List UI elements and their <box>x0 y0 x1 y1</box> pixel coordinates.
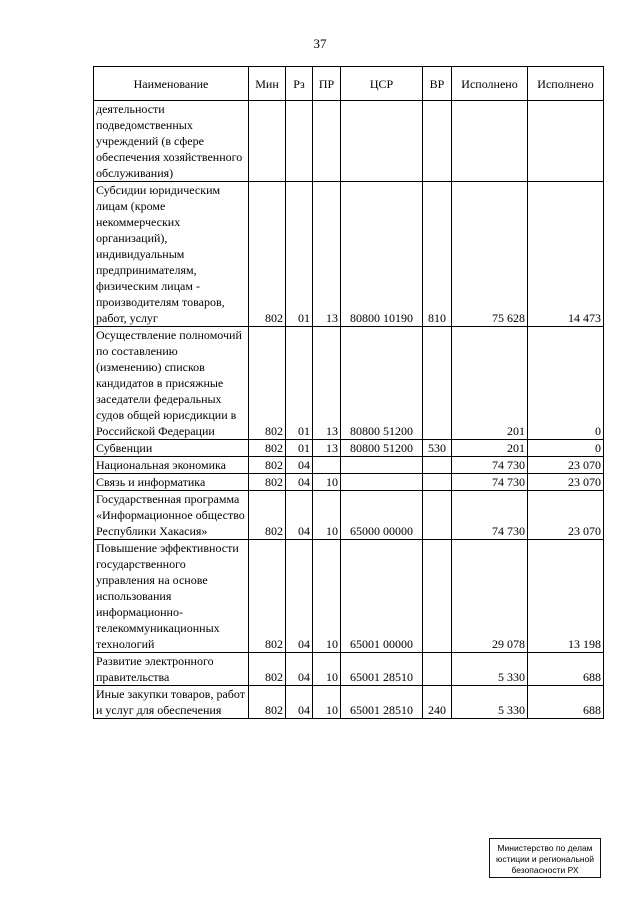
row-pr: 10 <box>313 474 341 491</box>
row-csr: 80800 10190 <box>341 182 423 327</box>
header-min: Мин <box>249 67 286 101</box>
row-pr: 10 <box>313 491 341 540</box>
row-name: Иные закупки товаров, работ и услуг для обеспечения <box>94 686 249 719</box>
row-executed-1: 5 330 <box>452 686 528 719</box>
row-rz <box>286 101 313 182</box>
row-executed-2 <box>528 101 604 182</box>
row-pr: 10 <box>313 540 341 653</box>
table-header-row <box>94 67 604 101</box>
table-row <box>94 653 604 686</box>
row-min <box>249 101 286 182</box>
row-csr <box>341 457 423 474</box>
row-name: деятельности подведомственных учреждений (в сфере обеспечения хозяйственного обслуживания) <box>94 101 249 182</box>
table-row <box>94 686 604 719</box>
row-name: Субвенции <box>94 440 249 457</box>
row-csr <box>341 474 423 491</box>
row-executed-2: 14 473 <box>528 182 604 327</box>
row-min: 802 <box>249 440 286 457</box>
row-vr: 810 <box>423 182 452 327</box>
table-row <box>94 457 604 474</box>
row-vr <box>423 101 452 182</box>
table-row <box>94 182 604 327</box>
row-csr: 65000 00000 <box>341 491 423 540</box>
row-min: 802 <box>249 474 286 491</box>
row-executed-2: 688 <box>528 653 604 686</box>
row-executed-2: 13 198 <box>528 540 604 653</box>
header-csr: ЦСР <box>341 67 423 101</box>
row-name: Развитие электронного правительства <box>94 653 249 686</box>
row-executed-1 <box>452 101 528 182</box>
row-executed-1: 74 730 <box>452 491 528 540</box>
row-name: Связь и информатика <box>94 474 249 491</box>
row-vr <box>423 457 452 474</box>
ministry-stamp <box>489 838 601 878</box>
table-row <box>94 474 604 491</box>
row-vr <box>423 653 452 686</box>
header-executed-1: Исполнено <box>452 67 528 101</box>
row-executed-2: 0 <box>528 440 604 457</box>
row-pr: 10 <box>313 653 341 686</box>
row-executed-2: 23 070 <box>528 457 604 474</box>
row-rz: 04 <box>286 540 313 653</box>
header-rz: Рз <box>286 67 313 101</box>
row-rz: 04 <box>286 457 313 474</box>
row-executed-1: 74 730 <box>452 474 528 491</box>
table-row <box>94 540 604 653</box>
row-name: Государственная программа «Информационное общество Республики Хакасия» <box>94 491 249 540</box>
row-min: 802 <box>249 653 286 686</box>
row-pr <box>313 101 341 182</box>
row-rz: 04 <box>286 653 313 686</box>
table-row <box>94 101 604 182</box>
row-rz: 01 <box>286 182 313 327</box>
row-executed-1: 29 078 <box>452 540 528 653</box>
row-name: Национальная экономика <box>94 457 249 474</box>
header-name: Наименование <box>94 67 249 101</box>
stamp-line-2: юстиции и региональной <box>495 854 595 864</box>
row-name: Повышение эффективности государственного управления на основе использования информационно-телекоммуникационных технологий <box>94 540 249 653</box>
stamp-line-3: безопасности РХ <box>511 865 579 875</box>
row-executed-1: 201 <box>452 327 528 440</box>
row-pr: 10 <box>313 686 341 719</box>
row-min: 802 <box>249 182 286 327</box>
row-executed-1: 75 628 <box>452 182 528 327</box>
row-pr: 13 <box>313 440 341 457</box>
row-executed-2: 23 070 <box>528 491 604 540</box>
budget-execution-table <box>93 66 604 719</box>
table-row <box>94 440 604 457</box>
row-vr <box>423 474 452 491</box>
table-row <box>94 491 604 540</box>
row-vr: 240 <box>423 686 452 719</box>
row-rz: 04 <box>286 686 313 719</box>
row-csr: 80800 51200 <box>341 440 423 457</box>
row-vr: 530 <box>423 440 452 457</box>
header-pr: ПР <box>313 67 341 101</box>
row-csr <box>341 101 423 182</box>
row-rz: 01 <box>286 327 313 440</box>
row-rz: 04 <box>286 491 313 540</box>
row-executed-1: 5 330 <box>452 653 528 686</box>
header-executed-2: Исполнено <box>528 67 604 101</box>
row-csr: 65001 00000 <box>341 540 423 653</box>
row-min: 802 <box>249 327 286 440</box>
row-executed-1: 74 730 <box>452 457 528 474</box>
row-min: 802 <box>249 491 286 540</box>
row-rz: 01 <box>286 440 313 457</box>
row-pr <box>313 457 341 474</box>
row-pr: 13 <box>313 327 341 440</box>
row-vr <box>423 491 452 540</box>
row-rz: 04 <box>286 474 313 491</box>
row-name: Субсидии юридическим лицам (кроме некоммерческих организаций), индивидуальным предпринимателям, физическим лицам - производителям товаров, работ, услуг <box>94 182 249 327</box>
row-executed-1: 201 <box>452 440 528 457</box>
row-name: Осуществление полномочий по составлению (изменению) списков кандидатов в присяжные заседатели федеральных судов общей юрисдикции в Российской Федерации <box>94 327 249 440</box>
row-csr: 80800 51200 <box>341 327 423 440</box>
row-vr <box>423 327 452 440</box>
row-min: 802 <box>249 540 286 653</box>
row-csr: 65001 28510 <box>341 686 423 719</box>
row-csr: 65001 28510 <box>341 653 423 686</box>
row-pr: 13 <box>313 182 341 327</box>
row-executed-2: 688 <box>528 686 604 719</box>
row-min: 802 <box>249 686 286 719</box>
stamp-line-1: Министерство по делам <box>497 843 593 853</box>
row-executed-2: 0 <box>528 327 604 440</box>
row-min: 802 <box>249 457 286 474</box>
header-vr: ВР <box>423 67 452 101</box>
row-executed-2: 23 070 <box>528 474 604 491</box>
row-vr <box>423 540 452 653</box>
page-number: 37 <box>313 36 327 51</box>
table-row <box>94 327 604 440</box>
